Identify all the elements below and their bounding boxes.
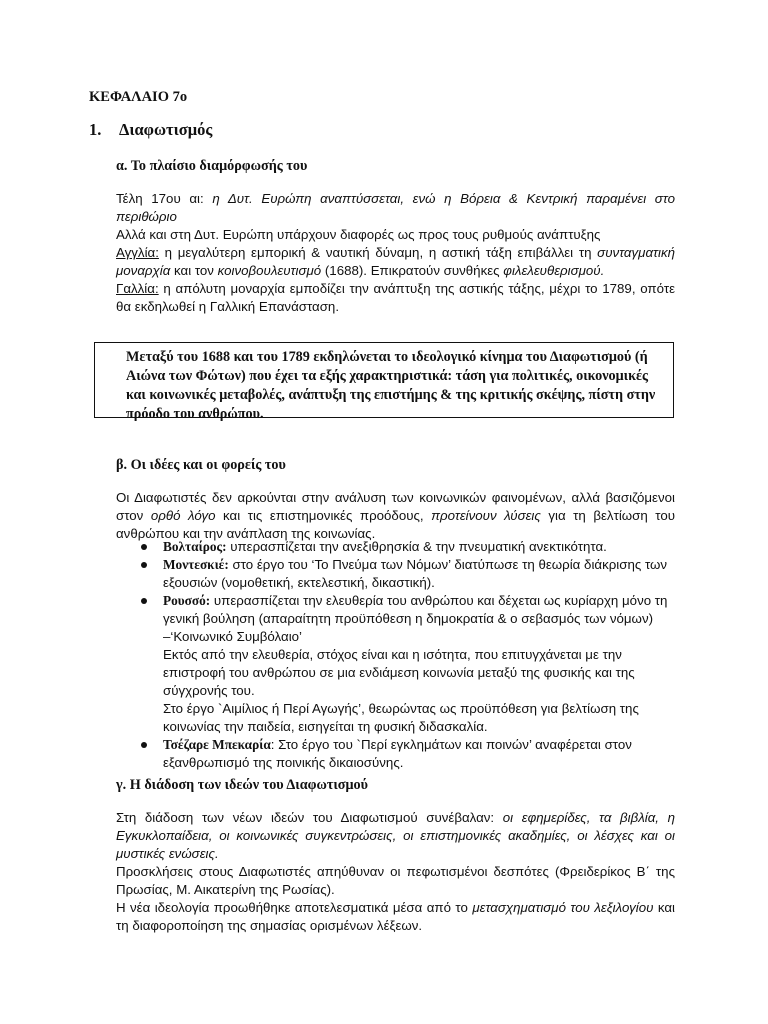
list-item: [141, 556, 677, 592]
paragraph-spread-means: [116, 809, 675, 863]
text-fragment: για τη βελτίωση του ανθρώπου και την ανάπλαση της κοινωνίας.: [116, 508, 676, 541]
text-fragment: Οι Διαφωτιστές δεν αρκούνται στην ανάλυση των κοινωνικών φαινομένων, αλλά βασιζόμενοι στον: [116, 490, 675, 523]
thinker-text-continued: Εκτός από την ελευθερία, στόχος είναι και η ισότητα, που επιτυγχάνεται με την επιστροφή του ανθρώπου σε μια ενδιάμεση κοινωνία μεταξύ της φυσικής και της σύγχρονής του.: [163, 647, 635, 698]
thinkers-list: [141, 538, 677, 772]
thinker-text: υπερασπίζεται την ανεξιθρησκία & την πνευματική ανεκτικότητα.: [226, 539, 607, 554]
bullet-icon: [141, 598, 147, 604]
text-fragment: Η νέα ιδεολογία προωθήθηκε αποτελεσματικά μέσα από το: [116, 900, 473, 915]
chapter-heading: ΚΕΦΑΛΑΙΟ 7ο: [89, 89, 188, 105]
thinker-name: Μοντεσκιέ:: [163, 557, 229, 572]
bullet-icon: [141, 544, 147, 550]
italic-fragment: προτείνουν λύσεις: [431, 508, 541, 523]
thinker-name: Τσέζαρε Μπεκαρία: [163, 737, 271, 752]
thinker-name: Βολταίρος:: [163, 539, 227, 554]
list-item: [141, 538, 677, 556]
subsection-c-body: [116, 809, 675, 935]
italic-fragment: κοινοβουλευτισμό: [217, 263, 322, 278]
italic-fragment: η Δυτ. Ευρώπη αναπτύσσεται, ενώ η Βόρεια & Κεντρική παραμένει στο περιθώριο: [116, 191, 675, 224]
paragraph-west-europe: Αλλά και στη Δυτ. Ευρώπη υπάρχουν διαφορές ως προς τους ρυθμούς ανάπτυξης: [116, 227, 601, 242]
section-heading: [89, 121, 212, 139]
summary-box: [94, 342, 674, 422]
thinker-text: υπερασπίζεται την ελευθερία του ανθρώπου και δέχεται ως κυρίαρχη μόνο τη γενική βούληση (απαραίτητη προϋπόθεση η δημοκρατία & ο σεβασμός των νόμων) –‘Κοινωνικό Συμβόλαιο’: [163, 593, 668, 644]
england-label: Αγγλία:: [116, 245, 159, 260]
bullet-icon: [141, 742, 147, 748]
section-title: Διαφωτισμός: [119, 120, 213, 139]
france-label: Γαλλία:: [116, 281, 159, 296]
text-fragment: η απόλυτη μοναρχία εμποδίζει την ανάπτυξη της αστικής τάξης, μέχρι το 1789, οπότε θα εκδηλωθεί η Γαλλική Επανάσταση.: [116, 281, 675, 314]
paragraph-england: [116, 244, 675, 280]
italic-fragment: μετασχηματισμό του λεξιλογίου: [472, 900, 654, 915]
text-fragment: (1688). Επικρατούν συνθήκες: [321, 263, 504, 278]
thinker-name: Ρουσσό:: [163, 593, 211, 608]
italic-fragment: φιλελευθερισμού.: [503, 263, 605, 278]
text-fragment: και τη διαφοροποίηση της σημασίας ορισμένων λέξεων.: [116, 900, 675, 933]
italic-fragment: ορθό λόγο: [150, 508, 216, 523]
thinker-text-continued: Στο έργο `Αιμίλιος ή Περί Αγωγής’, θεωρώντας ως προϋπόθεση για βελτίωση της κοινωνίας την παιδεία, εισηγείται τη φυσική διδασκαλία.: [163, 701, 639, 734]
summary-text: Μεταξύ του 1688 και του 1789 εκδηλώνεται το ιδεολογικό κίνημα του Διαφωτισμού (ή Αιώνα των Φώτων) που έχει τα εξής χαρακτηριστικά: τάση για πολιτικές, οικονομικές και κοινωνικές μεταβολές, ανάπτυξη της επιστήμης & της κριτικής σκέψης, πίστη στην πρόοδο του ανθρώπου.: [126, 349, 656, 422]
paragraph-france: [116, 280, 675, 316]
paragraph-vocabulary: [116, 899, 675, 935]
paragraph-enlightenment-thinkers: [116, 489, 675, 543]
paragraph-enlightened-despots: Προσκλήσεις στους Διαφωτιστές απηύθυναν οι πεφωτισμένοι δεσπότες (Φρειδερίκος Β΄ της Πρωσίας, Μ. Αικατερίνη της Ρωσίας).: [116, 864, 675, 897]
italic-fragment: συνταγματική μοναρχία: [116, 245, 675, 278]
subsection-a-body: [116, 190, 675, 316]
text-fragment: Τέλη 17ου αι:: [116, 191, 213, 206]
subsection-a-title: α. Το πλαίσιο διαμόρφωσής του: [116, 158, 308, 174]
text-fragment: Στη διάδοση των νέων ιδεών του Διαφωτισμού συνέβαλαν:: [116, 810, 503, 825]
subsection-b-intro: [116, 489, 675, 543]
thinker-text: : Στο έργο του `Περί εγκλημάτων και ποινών’ αναφέρεται στον εξανθρωπισμό της ποινικής δικαιοσύνης.: [163, 737, 632, 770]
subsection-b-title: β. Οι ιδέες και οι φορείς του: [116, 457, 286, 473]
list-item: [141, 592, 677, 736]
list-item: [141, 736, 677, 772]
section-number: 1.: [89, 120, 102, 139]
text-fragment: και τις επιστημονικές προόδους,: [215, 508, 432, 523]
text-fragment: η μεγαλύτερη εμπορική & ναυτική δύναμη, η αστική τάξη επιβάλλει τη: [158, 245, 598, 260]
paragraph-late-17th: [116, 190, 675, 226]
thinker-text: στο έργο του ‘Το Πνεύμα των Νόμων’ διατύπωσε τη θεωρία διάκρισης των εξουσιών (νομοθετική, εκτελεστική, δικαστική).: [163, 557, 668, 590]
bullet-icon: [141, 562, 147, 568]
italic-fragment: οι εφημερίδες, τα βιβλία, η Εγκυκλοπαίδεια, οι κοινωνικές συγκεντρώσεις, οι επιστημονικές ακαδημίες, οι λέσχες και οι μυστικές ενώσεις.: [116, 810, 676, 861]
subsection-c-title: γ. Η διάδοση των ιδεών του Διαφωτισμού: [116, 777, 369, 793]
text-fragment: και τον: [170, 263, 218, 278]
